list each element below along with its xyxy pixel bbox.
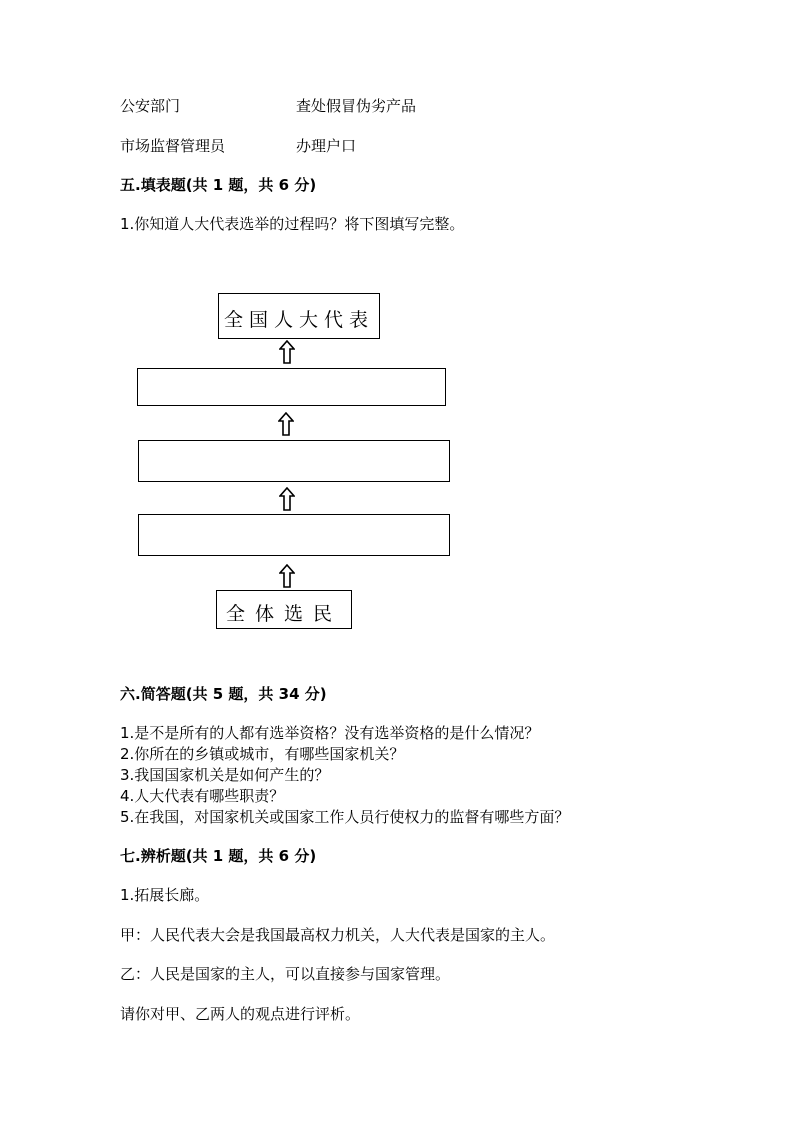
section7-statement-a: 甲：人民代表大会是我国最高权力机关，人大代表是国家的主人。 <box>120 926 556 944</box>
match-right-2: 办理户口 <box>296 137 357 155</box>
blank-box-3[interactable] <box>138 514 450 556</box>
top-box <box>218 293 380 339</box>
bottom-box-label: 全体选民 <box>225 603 342 625</box>
top-box-label: 全国人大代表 <box>223 309 374 331</box>
section7-question: 1.拓展长廊。 <box>120 886 210 904</box>
section6-question-2: 2.你所在的乡镇或城市，有哪些国家机关？ <box>120 745 405 763</box>
match-right-1: 查处假冒伪劣产品 <box>296 97 417 115</box>
section5-question: 1.你知道人大代表选举的过程吗？将下图填写完整。 <box>120 215 465 233</box>
section7-heading: 七.辨析题(共 1 题，共 6 分) <box>120 847 317 865</box>
match-left-2: 市场监督管理员 <box>120 137 226 155</box>
hollow-up-arrow-icon <box>279 564 295 588</box>
section6-heading: 六.简答题(共 5 题，共 34 分) <box>120 685 327 703</box>
section7-statement-b: 乙：人民是国家的主人，可以直接参与国家管理。 <box>120 965 451 983</box>
section5-heading: 五.填表题(共 1 题，共 6 分) <box>120 176 317 194</box>
hollow-up-arrow-icon <box>279 340 295 364</box>
section6-question-3: 3.我国国家机关是如何产生的？ <box>120 766 330 784</box>
section6-question-1: 1.是不是所有的人都有选举资格？没有选举资格的是什么情况？ <box>120 724 540 742</box>
match-left-1: 公安部门 <box>120 97 181 115</box>
section7-prompt: 请你对甲、乙两人的观点进行评析。 <box>120 1005 361 1023</box>
blank-box-2[interactable] <box>138 440 450 482</box>
section6-question-5: 5.在我国，对国家机关或国家工作人员行使权力的监督有哪些方面？ <box>120 808 570 826</box>
hollow-up-arrow-icon <box>279 487 295 511</box>
blank-box-1[interactable] <box>137 368 446 406</box>
bottom-box <box>216 590 352 629</box>
section6-question-4: 4.人大代表有哪些职责？ <box>120 787 285 805</box>
hollow-up-arrow-icon <box>278 412 294 436</box>
